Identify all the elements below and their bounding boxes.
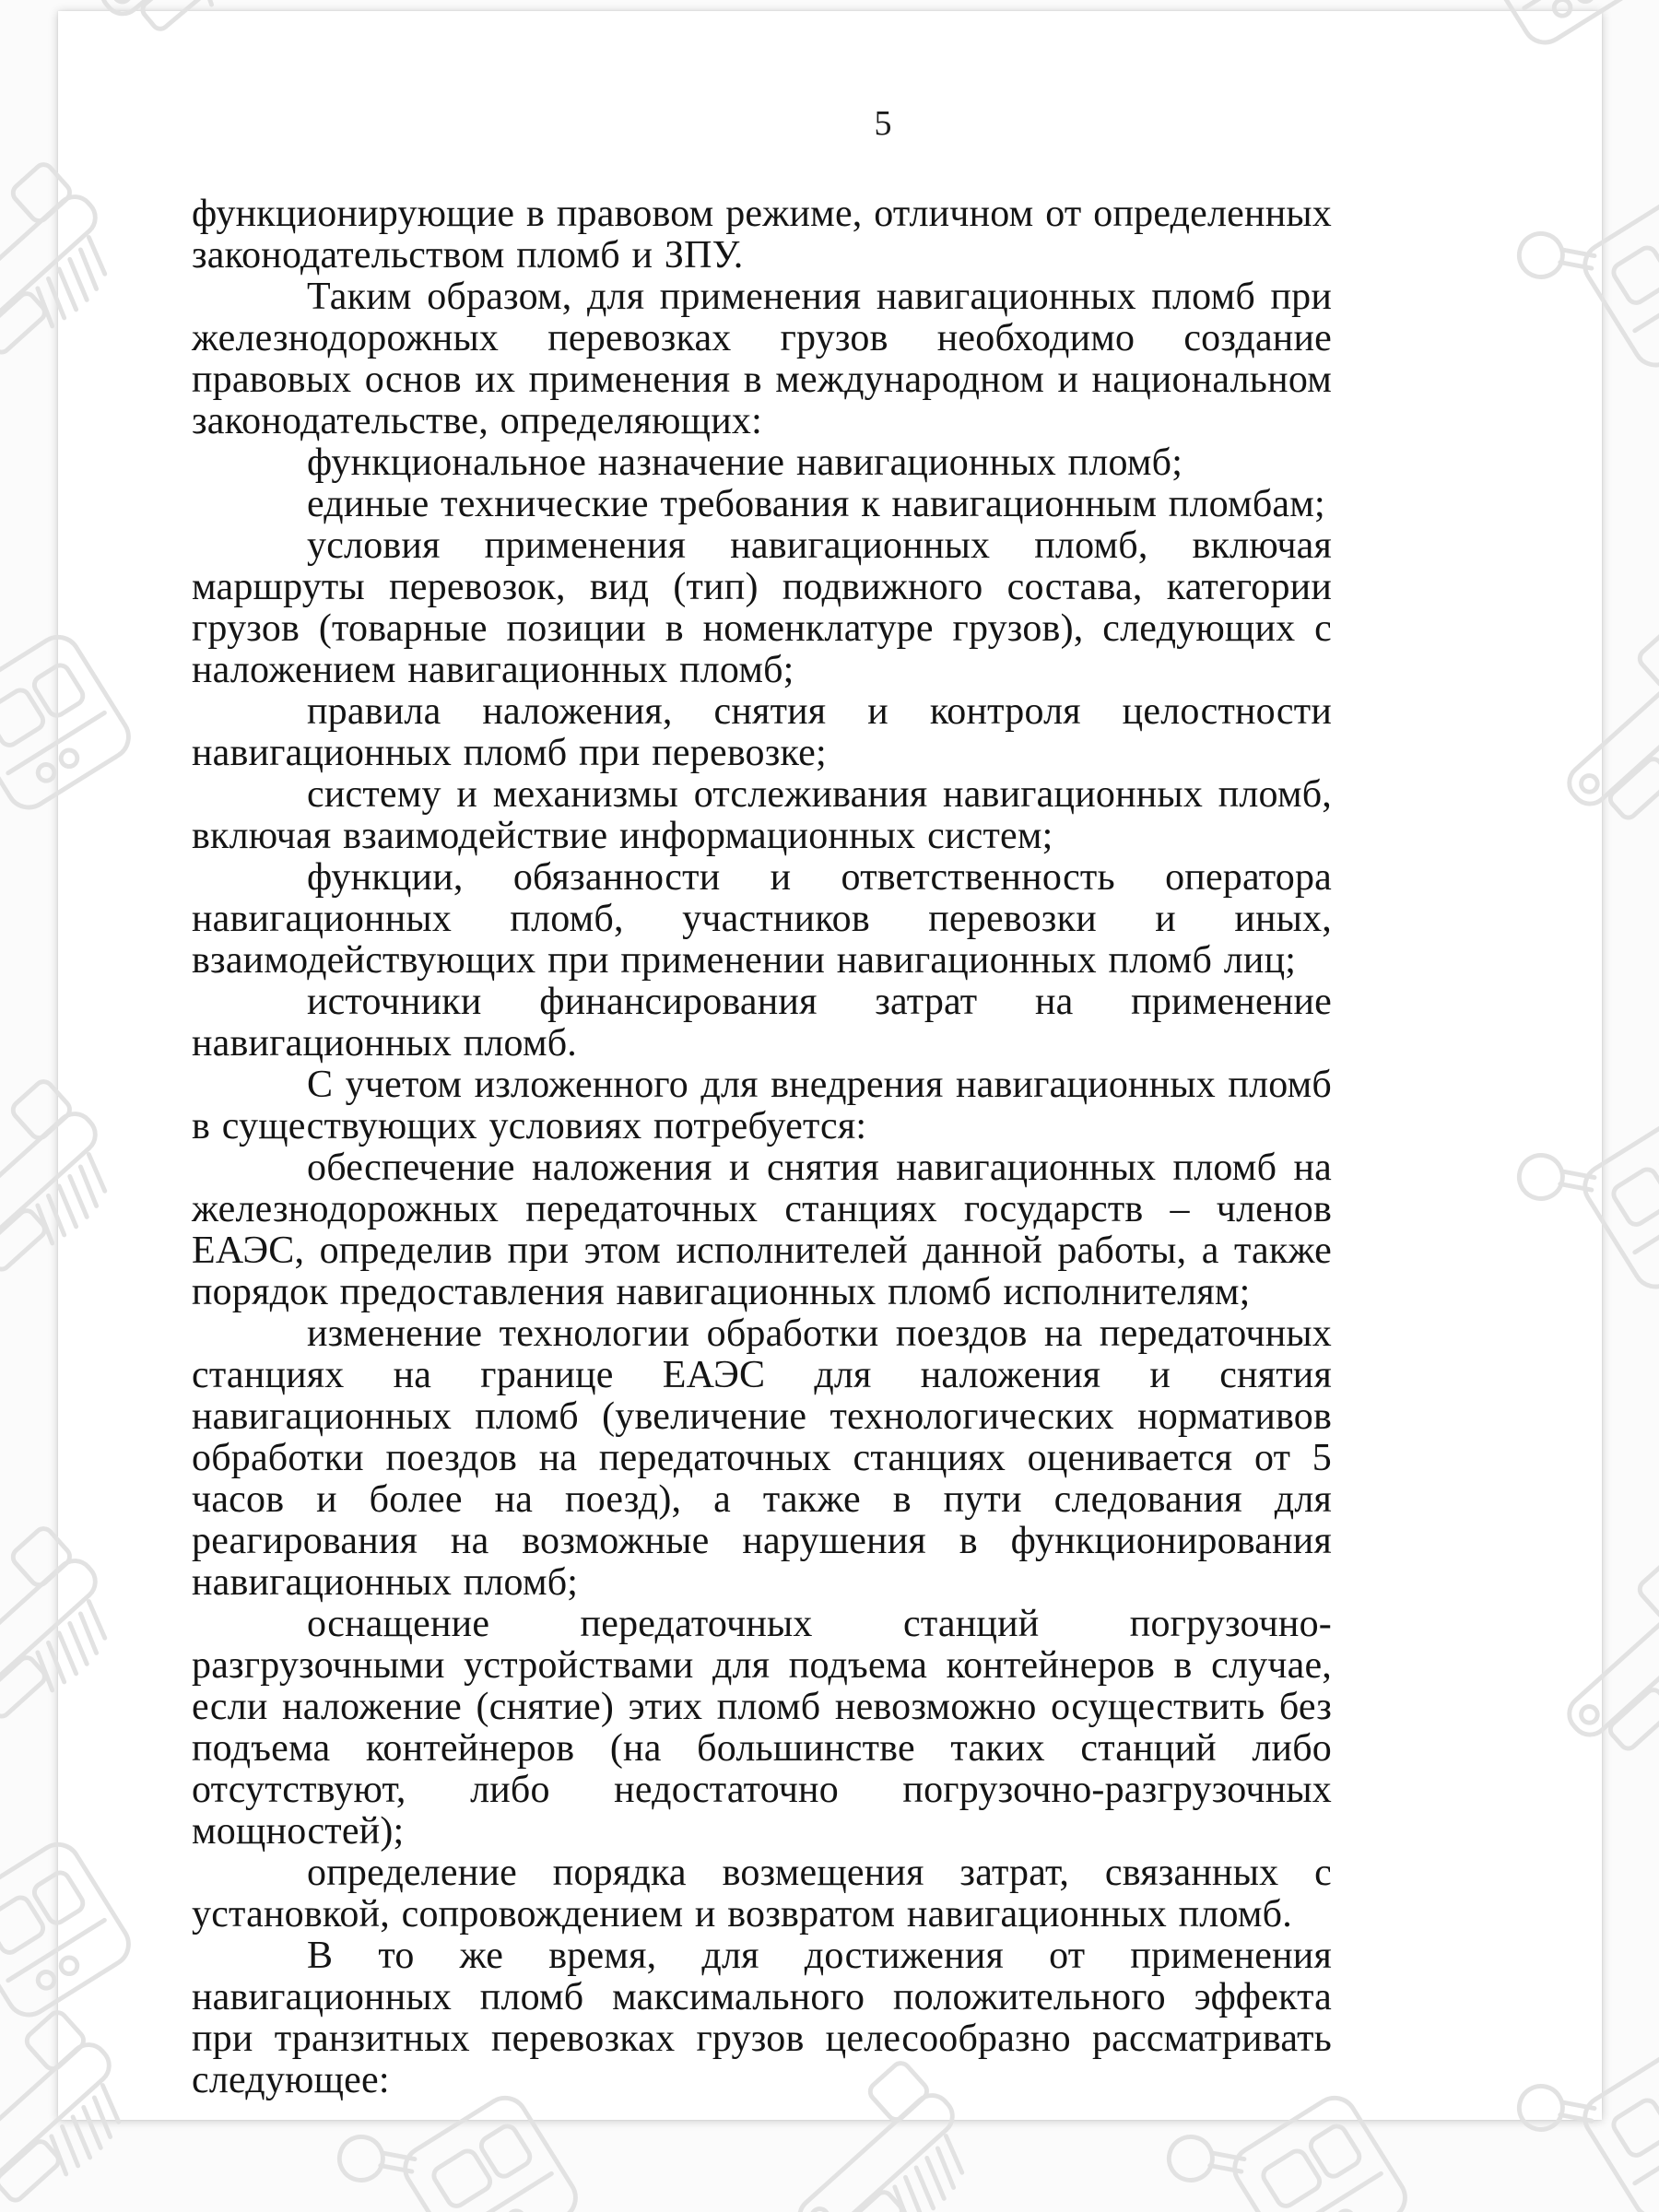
paragraph: правила наложения, снятия и контроля целостности навигационных пломб при перевозке; [192, 690, 1332, 774]
paragraph: В то же время, для достижения от применения навигационных пломб максимального положительного эффекта при транзитных перевозках грузов целесообразно рассматривать следующее: [192, 1935, 1332, 2101]
page-number: 5 [874, 104, 892, 143]
paragraph: функциональное назначение навигационных пломб; [307, 441, 1183, 484]
paragraph: С учетом изложенного для внедрения навигационных пломб в существующих условиях потребуется: [192, 1064, 1332, 1147]
paragraph: источники финансирования затрат на применение навигационных пломб. [192, 981, 1332, 1065]
paragraph: единые технические требования к навигационным пломбам; [307, 483, 1325, 525]
paragraph: изменение технологии обработки поездов на передаточных станциях на границе ЕАЭС для наложения и снятия навигационных пломб (увеличение технологических нормативов обработки поездов на передаточных станциях оценивается от 5 часов и более на поезд), а также в пути следования для реагирования на возможные нарушения в функционирования навигационных пломб; [192, 1312, 1332, 1604]
paragraph: условия применения навигационных пломб, включая маршруты перевозок, вид (тип) подвижного состава, категории грузов (товарные позиции в номенклатуре грузов), следующих с наложением навигационных пломб; [192, 524, 1332, 691]
paragraph: определение порядка возмещения затрат, связанных с установкой, сопровождением и возвратом навигационных пломб. [192, 1852, 1332, 1936]
paragraph: систему и механизмы отслеживания навигационных пломб, включая взаимодействие информационных систем; [192, 773, 1332, 857]
paragraph: обеспечение наложения и снятия навигационных пломб на железнодорожных передаточных станциях государств – членов ЕАЭС, определив при этом исполнителей данной работы, а также порядок предоставления навигационных пломб исполнителям; [192, 1147, 1332, 1313]
paragraph: оснащение передаточных станций погрузочно-разгрузочными устройствами для подъема контейнеров в случае, если наложение (снятие) этих пломб невозможно осуществить без подъема контейнеров (на большинстве таких станций либо отсутствуют, либо недостаточно погрузочно-разгрузочных мощностей); [192, 1603, 1332, 1853]
document-page [58, 11, 1602, 2120]
paragraph: Таким образом, для применения навигационных пломб при железнодорожных перевозках грузов необходимо создание правовых основ их применения в международном и национальном законодательстве, определяющих: [192, 276, 1332, 442]
paragraph: функционирующие в правовом режиме, отличном от определенных законодательством пломб и ЗПУ. [192, 193, 1332, 276]
paragraph: функции, обязанности и ответственность оператора навигационных пломб, участников перевозки и иных, взаимодействующих при применении навигационных пломб лиц; [192, 856, 1332, 982]
document-body [192, 194, 1332, 2101]
